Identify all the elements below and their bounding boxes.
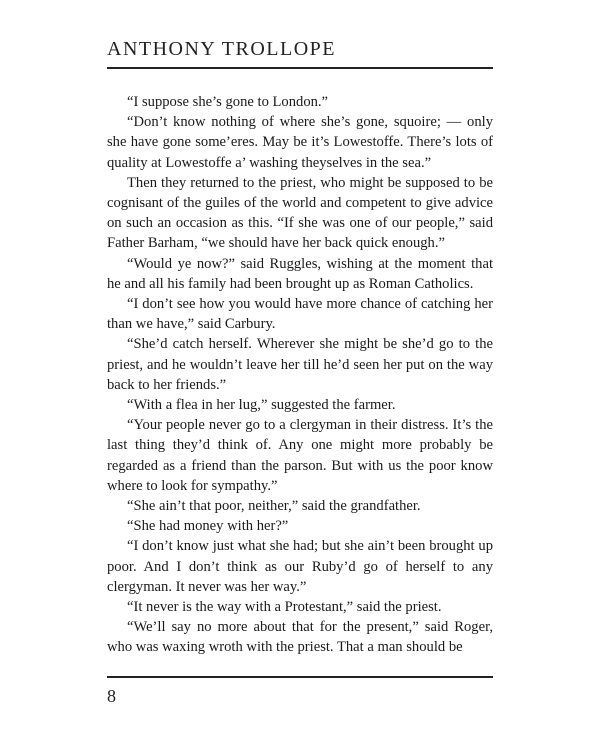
- paragraph: “She had money with her?”: [127, 518, 289, 535]
- paragraph: “We’ll say no more about that for the present,” said Roger, who was waxing wroth with the priest. That a man should be: [107, 619, 493, 656]
- running-head-title: ANTHONY TROLLOPE: [107, 38, 336, 60]
- footer-rule: [107, 676, 493, 678]
- paragraph: “She ain’t that poor, neither,” said the grandfather.: [127, 498, 421, 515]
- paragraph: “Would ye now?” said Ruggles, wishing at the moment that he and all his family had been brought up as Roman Catholics.: [107, 255, 493, 292]
- header-rule: [107, 67, 493, 69]
- paragraph: “It never is the way with a Protestant,” said the priest.: [127, 599, 442, 616]
- paragraph: “I suppose she’s gone to London.”: [127, 94, 329, 110]
- paragraph: “She’d catch herself. Wherever she might be she’d go to the priest, and he wouldn’t leave her till he’d seen her put on the way back to her friends.”: [107, 336, 493, 393]
- page-number: 8: [107, 686, 116, 706]
- paragraph: Then they returned to the priest, who might be supposed to be cognisant of the guiles of the world and competent to give advice on such an occasion as this. “If she was one of our people,” said Father Barham, “we should have her back quick enough.”: [107, 174, 493, 252]
- body-text: [107, 92, 493, 658]
- paragraph: “I don’t know just what she had; but she ain’t been brought up poor. And I don’t think as our Ruby’d go of herself to any clergyman. It never was her way.”: [107, 538, 493, 595]
- paragraph: “Your people never go to a clergyman in their distress. It’s the last thing they’d think of. Any one might more probably be regarded as a friend than the parson. But with us the poor know where to look for sympathy.”: [107, 417, 493, 494]
- paragraph: “I don’t see how you would have more chance of catching her than we have,” said Carbury.: [107, 296, 493, 333]
- paragraph: “Don’t know nothing of where she’s gone, squoire; — only she have gone some’eres. May be it’s Lowestoffe. There’s lots of quality at Lowestoffe a’ washing theyselves in the sea.”: [107, 114, 493, 171]
- paragraph: “With a flea in her lug,” suggested the farmer.: [127, 397, 396, 414]
